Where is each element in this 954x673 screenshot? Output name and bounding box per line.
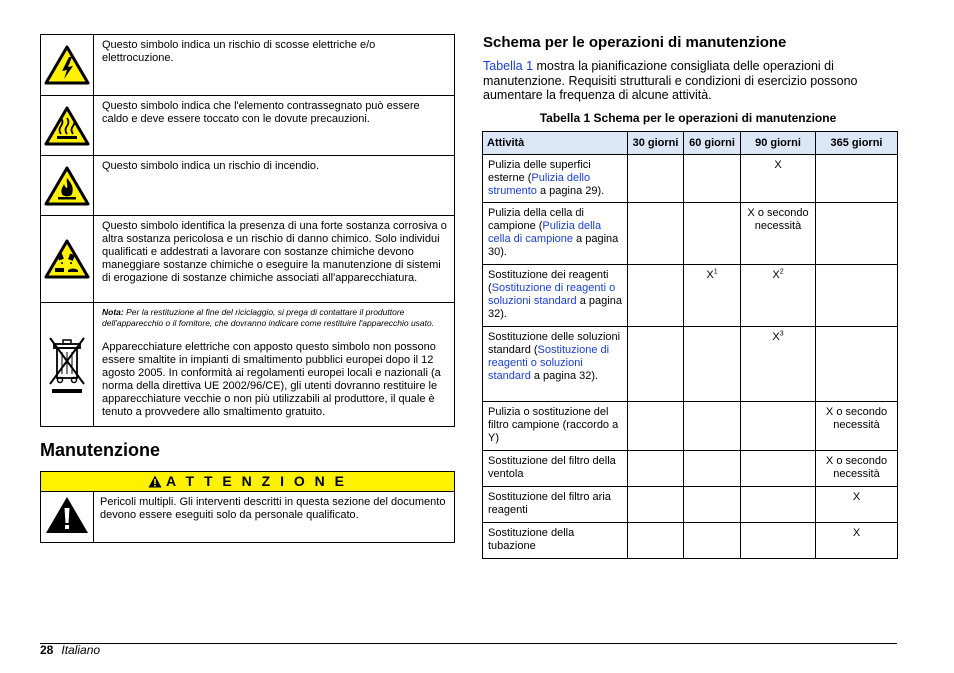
corrosive-icon — [44, 239, 90, 279]
activity-cell: Sostituzione del filtro aria reagenti — [483, 487, 628, 523]
activity-cell: Sostituzione dei reagenti (Sostituzione di reagenti o soluzioni standard a pagina 32). — [483, 265, 628, 327]
warning-text: Pericoli multipli. Gli interventi descritti in questa sezione del documento devono essere eseguiti solo da personale qualificato. — [94, 492, 455, 543]
activity-cell: Sostituzione delle soluzioni standard (Sostituzione di reagenti o soluzioni standard a pagina 32). — [483, 327, 628, 402]
frequency-cell: X o secondo necessità — [816, 402, 898, 451]
table-row — [483, 487, 898, 523]
frequency-cell: $X^2$ — [741, 265, 816, 327]
frequency-cell — [816, 265, 898, 327]
cross-reference-link[interactable]: Sostituzione di reagenti o soluzioni standard — [488, 282, 616, 307]
activity-cell: Sostituzione della tubazione — [483, 523, 628, 559]
schedule-intro — [483, 59, 893, 103]
table-link[interactable]: Tabella 1 — [483, 59, 534, 73]
column-header: Attività — [483, 132, 628, 155]
warning-header — [41, 472, 455, 492]
symbol-row — [41, 216, 455, 303]
column-header: 90 giorni — [741, 132, 816, 155]
frequency-cell — [628, 523, 684, 559]
frequency-cell — [816, 155, 898, 203]
warning-label: A T T E N Z I O N E — [166, 472, 347, 489]
intro-text: mostra la pianificazione consigliata delle operazioni di manutenzione. Requisiti strutturali e condizioni di esercizio possono aumentare la frequenza di alcune attività. — [483, 59, 858, 102]
frequency-cell: $X^3$ — [741, 327, 816, 402]
symbol-row — [41, 96, 455, 156]
frequency-cell: X o secondo necessità — [816, 451, 898, 487]
symbol-row — [41, 303, 455, 427]
symbol-row — [41, 156, 455, 216]
footnote-marker: 2 — [779, 268, 784, 276]
activity-cell: Pulizia o sostituzione del filtro campione (raccordo a Y) — [483, 402, 628, 451]
footer — [40, 643, 100, 657]
activity-cell: Pulizia della cella di campione (Pulizia della cella di campione a pagina 30). — [483, 203, 628, 265]
table-row — [483, 265, 898, 327]
symbol-description: Questo simbolo identifica la presenza di una forte sostanza corrosiva o altra sostanza pericolosa e un rischio di danno chimico. Solo individui qualificati e addestrati a lavorare con sostanze chimiche devono maneggiare sostanze chimiche o eseguire la manutenzione di sistemi di erogazione di sostanze chimiche associati all'apparecchiatura. — [94, 216, 455, 303]
column-header: 365 giorni — [816, 132, 898, 155]
frequency-cell — [741, 523, 816, 559]
symbol-icon-cell — [41, 216, 94, 303]
electric-shock-icon — [44, 45, 90, 85]
schedule-title: Schema per le operazioni di manutenzione — [483, 34, 787, 51]
frequency-cell — [684, 327, 741, 402]
table-caption: Tabella 1 Schema per le operazioni di manutenzione — [539, 111, 837, 125]
page-number: 28 — [40, 643, 54, 657]
frequency-cell — [628, 203, 684, 265]
safety-symbols-table — [40, 34, 455, 427]
note-label: Nota: — [102, 307, 124, 317]
hot-surface-icon — [44, 106, 90, 146]
symbol-description: Questo simbolo indica un rischio di scosse elettriche e/o elettrocuzione. — [94, 35, 455, 96]
table-header-row — [483, 132, 898, 155]
table-row — [483, 523, 898, 559]
frequency-cell — [684, 487, 741, 523]
column-header: 30 giorni — [628, 132, 684, 155]
warning-icon-cell — [41, 492, 94, 543]
frequency-cell — [684, 155, 741, 203]
frequency-cell — [628, 402, 684, 451]
warning-triangle-icon — [148, 475, 162, 491]
frequency-cell — [816, 203, 898, 265]
frequency-cell — [628, 265, 684, 327]
maintenance-table — [482, 131, 898, 559]
frequency-cell: X — [816, 487, 898, 523]
section-title: Manutenzione — [40, 440, 160, 460]
frequency-cell — [684, 451, 741, 487]
frequency-cell — [628, 155, 684, 203]
table-row — [483, 451, 898, 487]
symbol-icon-cell — [41, 303, 94, 427]
weee-note — [102, 307, 448, 329]
warning-box — [40, 471, 455, 543]
symbol-icon-cell — [41, 156, 94, 216]
symbol-icon-cell — [41, 35, 94, 96]
table-row — [483, 155, 898, 203]
frequency-cell: $X^1$ — [684, 265, 741, 327]
frequency-cell — [816, 327, 898, 402]
footer-language: Italiano — [61, 643, 101, 657]
weee-description — [94, 303, 455, 427]
exclamation-warning-icon — [45, 496, 89, 534]
frequency-cell — [628, 487, 684, 523]
frequency-cell — [741, 487, 816, 523]
footnote-marker: 3 — [779, 330, 784, 338]
frequency-cell: X — [816, 523, 898, 559]
crossed-bin-icon — [44, 334, 90, 396]
frequency-cell — [741, 451, 816, 487]
note-text: Per la restituzione al fine del riciclaggio, si prega di contattare il produttore dell'apparecchio o il fornitore, che dovranno indicare come restituire l'apparecchio usato. — [102, 307, 435, 328]
symbol-row — [41, 35, 455, 96]
symbol-icon-cell — [41, 96, 94, 156]
footnote-marker: 1 — [713, 268, 718, 276]
frequency-cell: X — [741, 155, 816, 203]
frequency-cell — [628, 327, 684, 402]
symbol-description: Questo simbolo indica che l'elemento contrassegnato può essere caldo e deve essere toccato con le dovute precauzioni. — [94, 96, 455, 156]
weee-text: Apparecchiature elettriche con apposto questo simbolo non possono essere smaltite in impianti di smaltimento pubblici europei dopo il 12 agosto 2005. In conformità ai regolamenti europei locali e nazionali (a norma della direttiva UE 2002/96/CE), gli utenti dovranno restituire le apparecchiature vecchie o non più utilizzabili al produttore, il quale è tenuto a provvedere allo smaltimento gratuito. — [102, 341, 441, 418]
cross-reference-link[interactable]: Sostituzione di reagenti o soluzioni standard — [488, 344, 610, 382]
symbol-description: Questo simbolo indica un rischio di incendio. — [94, 156, 455, 216]
frequency-cell — [684, 402, 741, 451]
frequency-cell — [741, 402, 816, 451]
frequency-cell: X o secondo necessità — [741, 203, 816, 265]
cross-reference-link[interactable]: Pulizia della cella di campione — [488, 220, 602, 245]
activity-cell: Pulizia delle superfici esterne (Pulizia dello strumento a pagina 29). — [483, 155, 628, 203]
table-row — [483, 203, 898, 265]
cross-reference-link[interactable]: Pulizia dello strumento — [488, 172, 591, 197]
table-row — [483, 402, 898, 451]
frequency-cell — [684, 203, 741, 265]
fire-icon — [44, 166, 90, 206]
table-row — [483, 327, 898, 402]
footer-rule — [40, 643, 897, 644]
frequency-cell — [684, 523, 741, 559]
column-header: 60 giorni — [684, 132, 741, 155]
frequency-cell — [628, 451, 684, 487]
activity-cell: Sostituzione del filtro della ventola — [483, 451, 628, 487]
